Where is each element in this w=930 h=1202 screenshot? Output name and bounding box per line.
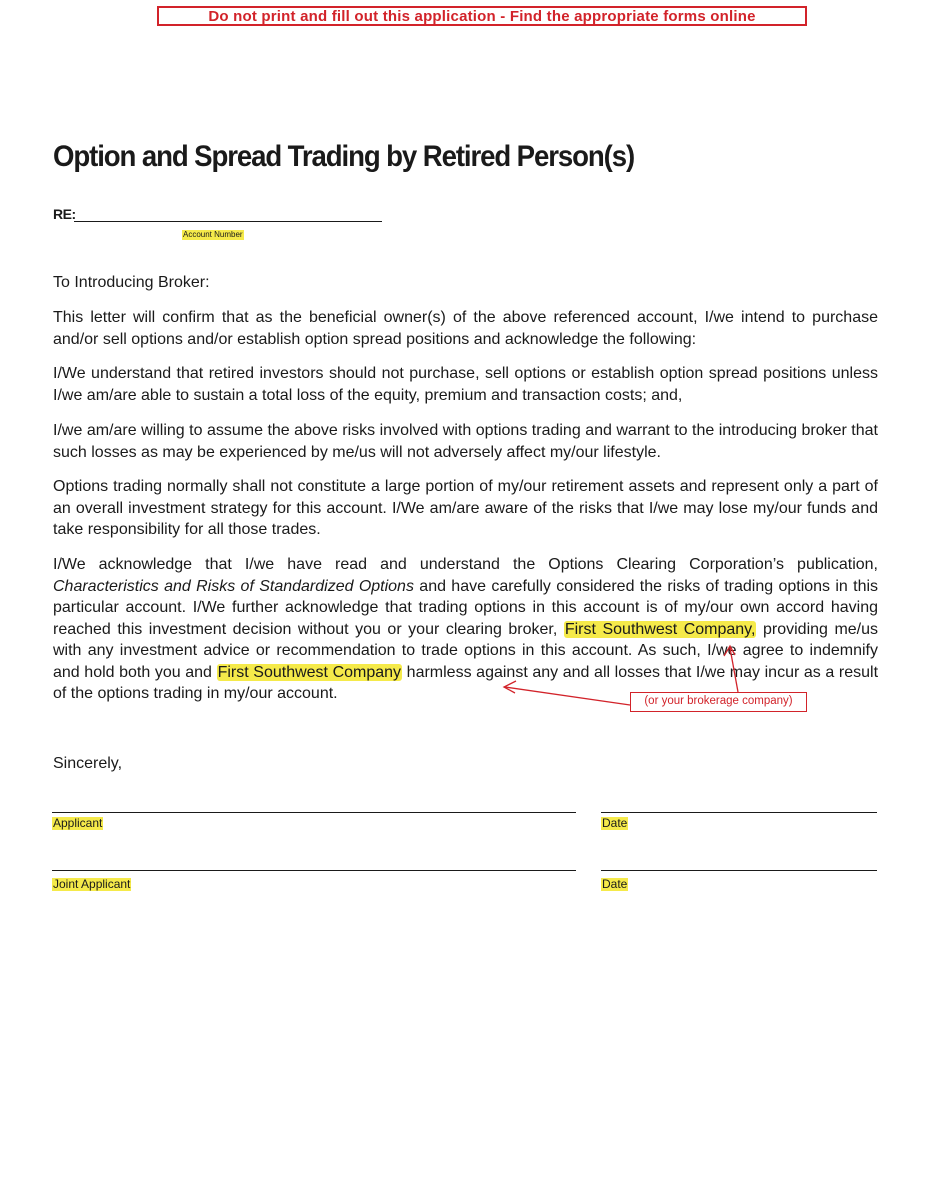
joint-applicant-signature-line bbox=[52, 870, 576, 871]
closing: Sincerely, bbox=[53, 755, 123, 772]
joint-applicant-date-label: Date bbox=[602, 877, 628, 891]
paragraph-confirmation: This letter will confirm that as the beneficial owner(s) of the above referenced account, I/we intend to purchase and/or sell options and/or establish option spread positions and acknowledge the following: bbox=[53, 309, 878, 348]
applicant-date-line bbox=[601, 812, 877, 813]
company-name-highlight-1: First Southwest Company, bbox=[564, 620, 756, 638]
ack-text-a: I/We acknowledge that I/we have read and understand the Options Clearing Corporation’s publication, bbox=[53, 556, 878, 573]
ack-text-b: and have carefully considered the risks of trading options in this particular account. I/We further acknowledge that trading options in this account is of my/our own accord having reached this investment decision without you or your clearing broker, bbox=[53, 577, 879, 638]
page-title: Option and Spread Trading by Retired Person(s) bbox=[53, 140, 635, 173]
publication-title: Characteristics and Risks of Standardized Options bbox=[53, 577, 414, 595]
applicant-date-label: Date bbox=[602, 816, 628, 830]
joint-applicant-label: Joint Applicant bbox=[53, 877, 131, 891]
joint-applicant-date-line bbox=[601, 870, 877, 871]
salutation: To Introducing Broker: bbox=[53, 274, 210, 291]
company-name-highlight-2: First Southwest Company bbox=[217, 663, 402, 681]
paragraph-risk-assumption: I/we am/are willing to assume the above risks involved with options trading and warrant to the introducing broker that such losses as may be experienced by me/us will not adversely affect my/our lifestyle. bbox=[53, 422, 878, 461]
paragraph-understanding: I/We understand that retired investors should not purchase, sell options or establish option spread positions unless I/we am/are able to sustain a total loss of the equity, premium and transaction costs; and, bbox=[53, 365, 878, 404]
re-label: RE: bbox=[53, 206, 76, 222]
paragraph-retirement-assets: Options trading normally shall not constitute a large portion of my/our retirement assets and represent only a part of an overall investment strategy for this account. I/We am/are aware of the risks that I/we may lose my/our funds and take responsibility for all those trades. bbox=[53, 478, 878, 538]
applicant-label: Applicant bbox=[53, 816, 103, 830]
account-number-label: Account Number bbox=[183, 230, 243, 239]
ack-text-d: harmless against any and all losses that I/we may incur as a result of the options trading in my/our account. bbox=[53, 663, 879, 702]
brokerage-callout: (or your brokerage company) bbox=[630, 692, 807, 712]
applicant-signature-line bbox=[52, 812, 576, 813]
ack-text-c: providing me/us with any investment advice or recommendation to trade options in this account. As such, I/we agree to indemnify and hold both you and bbox=[53, 620, 879, 681]
do-not-print-banner: Do not print and fill out this application - Find the appropriate forms online bbox=[157, 6, 807, 26]
